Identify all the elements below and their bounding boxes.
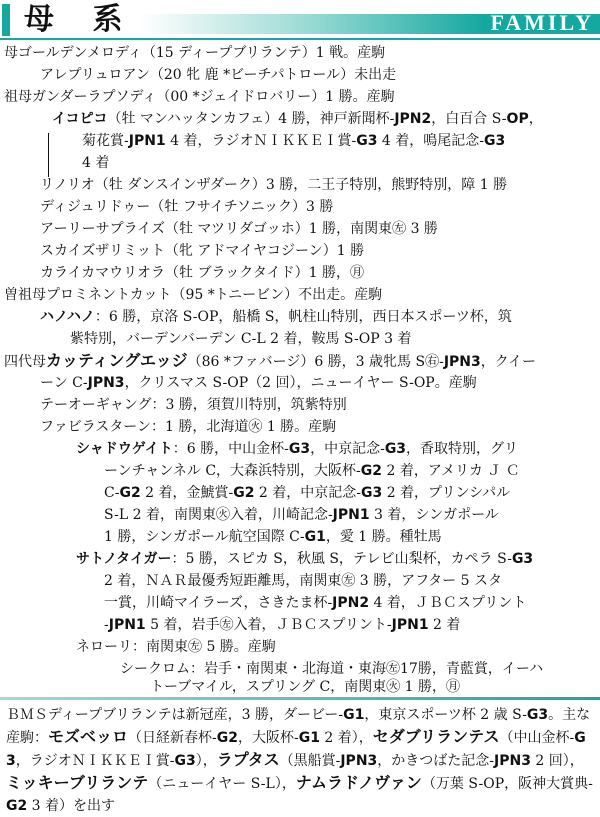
lines.7.parts-text: ディジュリドゥー（牡 フサイチソニック）3 勝: [40, 199, 334, 215]
pedigree-line-g3dam: [4, 284, 382, 306]
lines.20.parts-text: 2 着，金鯱賞-: [140, 485, 234, 501]
lines.14.parts-text: （86 *ファバージ）6 勝，3 歳牝馬 S㊨-: [187, 354, 444, 370]
bms-text: （ニューイヤー S-L），: [148, 776, 296, 792]
bms-text: G3: [526, 707, 549, 723]
pedigree-line-tea-1: [40, 394, 347, 416]
lines.23.parts-text: ：5 勝，スピカ S，秋風 S，テレビ山梨杯，カペラ S-: [171, 551, 512, 567]
family-header: [0, 0, 600, 40]
pedigree-line-shadow-1: [76, 438, 518, 460]
pedigree-line-sea-2: [150, 676, 460, 698]
section-divider: [0, 697, 600, 700]
lines.20.parts-text: G2: [119, 485, 141, 501]
lines.3.parts-text: （牡 マンハッタンカフェ）4 勝，神戸新聞杯-: [107, 111, 395, 127]
lines.16.parts-text: テーオーギャング：3 勝，須賀川特別，筑紫特別: [40, 397, 347, 413]
lines.21.parts-text: S-L 2 着，南関東㊋入着，川崎記念-: [104, 507, 333, 523]
lines.13.parts-text: 紫特別，バーデンバーデン C-L 2 着，鞍馬 S-OP 3 着: [70, 331, 412, 347]
pedigree-line-g2dam: [4, 86, 395, 108]
lines.14.parts-text: 四代母: [4, 354, 46, 370]
lines.1.parts-text: アレプリュロアン（20 牝 鹿 *ビーチパトロール）未出走: [40, 67, 397, 83]
bms-text: ），: [195, 753, 217, 769]
bms-text: 2 着），: [319, 730, 373, 746]
pedigree-line-g4dam: [4, 350, 536, 373]
bms-text: JPN3: [494, 753, 531, 769]
pedigree-line-shadow-5: [104, 526, 442, 548]
lines.11.parts-text: 曽祖母プロミネントカット（95 *トニービン）不出走。産駒: [4, 287, 383, 303]
lines.4.parts-text: G3: [484, 133, 506, 149]
section-label-family: FAMILY: [490, 10, 594, 35]
lines.3.parts-text: OP: [506, 111, 529, 127]
header-accent-bar: [2, 4, 10, 36]
pedigree-line-dam: [4, 42, 385, 64]
lines.10.parts-text: カライカマウリオラ（牡 ブラックタイド）1 勝，㊊: [40, 265, 364, 281]
bms-text: （万葉 S-OP，阪神大賞典-: [421, 776, 593, 792]
lines.27.parts-text: ネローリ：南関東㊧ 5 勝。産駒: [76, 639, 276, 655]
lines.23.parts-text: サトノタイガー: [76, 551, 172, 567]
lines.18.parts-text: ：6 勝，中山金杯-: [172, 441, 289, 457]
lines.18.parts-text: G3: [384, 441, 407, 457]
lines.26.parts-text: 2 着: [428, 617, 461, 633]
lines.20.parts-text: G2: [233, 485, 255, 501]
lines.17.parts-text: ファビラスターン：1 勝，北海道㊋ 1 勝。産駒: [40, 419, 337, 435]
lines.3.parts-text: ，: [528, 111, 543, 127]
lines.19.parts-text: ーンチャンネル C，大森浜特別，大阪杯-: [104, 463, 361, 479]
lines.4.parts-text: G3: [356, 133, 378, 149]
page-title: 母 系: [24, 2, 137, 37]
pedigree-line-g2-f3: [40, 196, 333, 218]
lines.21.parts-text: 3 着，シンガポール: [369, 507, 499, 523]
bms-text: セダブリランテス: [372, 727, 500, 746]
pedigree-line-g2-f5: [40, 240, 364, 262]
bms-text: G1: [298, 730, 320, 746]
header-rule: [0, 38, 600, 40]
bms-text: G3: [6, 730, 586, 769]
lines.18.parts-text: G3: [288, 441, 311, 457]
bms-text: ナムラドノヴァン: [295, 773, 422, 792]
lines.12.parts-text: ハノハノ: [40, 309, 95, 325]
pedigree-line-g4dam-2: [40, 372, 477, 394]
lines.15.parts-text: JPN3: [87, 375, 125, 391]
bms-text: （中山金杯-: [499, 730, 575, 746]
lines.20.parts-text: G3: [361, 485, 383, 501]
bms-text: ＢＭＳディープブリランテは新冠産，3 勝，ダービー-: [6, 707, 344, 723]
lines.26.parts-text: JPN1: [108, 617, 146, 633]
bms-text: （日経新春杯-: [128, 730, 217, 746]
pedigree-line-g2-f4: [40, 218, 438, 240]
lines.8.parts-text: アーリーサプライズ（牡 マツリダゴッホ）1 勝，南関東㊧ 3 勝: [40, 221, 438, 237]
lines.4.parts-text: 4 着，鳴尾記念-: [377, 133, 484, 149]
lines.26.parts-text: 5 着，岩手㊧入着，ＪＢＣスプリント-: [145, 617, 392, 633]
bms-text: G1: [343, 707, 365, 723]
bms-paragraph: [6, 704, 598, 817]
pedigree-line-satono-1: [76, 548, 533, 570]
lines.28.parts-text: シークロム：岩手・南関東・北海道・東海㊧17勝，青藍賞，イーハ: [120, 661, 544, 677]
lines.25.parts-text: 4 着，ＪＢＣスプリント: [369, 595, 527, 611]
bms-text: G3: [174, 753, 196, 769]
pedigree-line-satono-4: [104, 614, 460, 636]
bms-text: （黒船賞-: [279, 753, 341, 769]
bms-text: G2: [216, 730, 238, 746]
lines.20.parts-text: C-: [104, 485, 120, 501]
pedigree-line-fabi-1: [40, 416, 336, 438]
lines.14.parts-text: カッティングエッジ: [46, 351, 188, 370]
lines.4.parts-text: 菊花賞-: [82, 133, 129, 149]
lines.29.parts-text: トーブマイル，スプリング C，南関東㊋ 1 勝，㊊: [150, 679, 461, 695]
lines.6.parts-text: リノリオ（牡 ダンスインザダーク）3 勝，二王子特別，熊野特別，障 1 勝: [40, 177, 508, 193]
lines.15.parts-text: ，クリスマス S-OP（2 回），ニューイヤー S-OP。産駒: [124, 375, 477, 391]
lines.4.parts-text: JPN1: [128, 133, 166, 149]
lines.18.parts-text: ，香取特別，グリ: [406, 441, 519, 457]
lines.2.parts-text: 祖母ガンダーラプソディ（00 *ジェイドロバリー）1 勝。産駒: [4, 89, 395, 105]
bms-text: G2: [6, 798, 28, 814]
lines.22.parts-text: G1: [304, 529, 326, 545]
lines.0.parts-text: 母ゴールデンメロディ（15 ディープブリランテ）1 戦。産駒: [4, 45, 386, 61]
lines.26.parts-text: -: [104, 617, 109, 633]
lines.22.parts-text: 1 勝，シンガポール航空国際 C-: [104, 529, 305, 545]
bms-text: ，ラジオＮＩＫＫＥＩ賞-: [15, 753, 175, 769]
lines.9.parts-text: スカイズザリミット（牝 アドマイヤコジーン）1 勝: [40, 243, 365, 259]
pedigree-line-shadow-4: [104, 504, 499, 526]
lines.18.parts-text: シャドウゲイト: [76, 441, 173, 457]
pedigree-line-icopico-3: [82, 152, 109, 174]
lines.19.parts-text: G2: [360, 463, 383, 479]
lines.3.parts-text: JPN2: [394, 111, 432, 127]
lines.21.parts-text: JPN1: [332, 507, 370, 523]
bms-text: ，東京スポーツ杯 2 歳 S-: [364, 707, 527, 723]
pedigree-line-hanohano-2: [70, 328, 411, 350]
pedigree-line-shadow-2: [104, 460, 520, 482]
lines.22.parts-text: ，愛 1 勝。種牡馬: [325, 529, 442, 545]
lines.25.parts-text: JPN2: [332, 595, 370, 611]
pedigree-line-shadow-3: [104, 482, 510, 504]
lines.18.parts-text: ，中京記念-: [310, 441, 385, 457]
bms-text: 2 回），: [530, 753, 584, 769]
pedigree-line-dam-f1: [40, 64, 396, 86]
lines.5.parts-text: 4 着: [82, 155, 110, 171]
bms-text: JPN3: [340, 753, 378, 769]
bms-text: ラプタス: [216, 750, 280, 769]
lines.15.parts-text: ーン C-: [40, 375, 88, 391]
pedigree-line-g2-f6: [40, 262, 364, 284]
lines.4.parts-text: 4 着，ラジオＮＩＫＫＥＩ賞-: [165, 133, 357, 149]
pedigree-line-g2-f2: [40, 174, 507, 196]
lines.23.parts-text: G3: [511, 551, 534, 567]
pedigree-line-icopico-2: [82, 130, 505, 152]
bms-text: 。主な産駒：: [6, 707, 591, 746]
lines.14.parts-text: JPN3: [443, 354, 481, 370]
bms-text: 3 着）を出す: [27, 798, 116, 814]
connector-line: [48, 133, 49, 177]
lines.26.parts-text: JPN1: [391, 617, 429, 633]
bms-text: ミッキーブリランテ: [6, 773, 149, 792]
lines.20.parts-text: 2 着，プリンシパル: [382, 485, 511, 501]
bms-text: ，かきつばた記念-: [377, 753, 495, 769]
pedigree-line-satono-3: [104, 592, 526, 614]
lines.3.parts-text: ，白百合 S-: [431, 111, 507, 127]
lines.25.parts-text: 一賞，川崎マイラーズ，さきたま杯-: [104, 595, 333, 611]
lines.3.parts-text: イコピコ: [52, 111, 108, 127]
lines.14.parts-text: ，クイー: [480, 354, 537, 370]
pedigree-line-nerori-1: [76, 636, 276, 658]
bms-text: モズベッロ: [48, 727, 129, 746]
pedigree-line-icopico-1: [52, 108, 543, 130]
pedigree-line-satono-2: [104, 570, 502, 592]
lines.24.parts-text: 2 着，ＮＡＲ最優秀短距離馬，南関東㊧ 3 勝，アフター 5 スタ: [104, 573, 502, 589]
bms-text: ，大阪杯-: [237, 730, 299, 746]
lines.19.parts-text: 2 着，アメリカ Ｊ Ｃ: [382, 463, 520, 479]
lines.12.parts-text: ：6 勝，京洛 S-OP，船橋 S，帆柱山特別，西日本スポーツ杯，筑: [94, 309, 512, 325]
pedigree-line-hanohano-1: [40, 306, 512, 328]
lines.20.parts-text: 2 着，中京記念-: [254, 485, 362, 501]
